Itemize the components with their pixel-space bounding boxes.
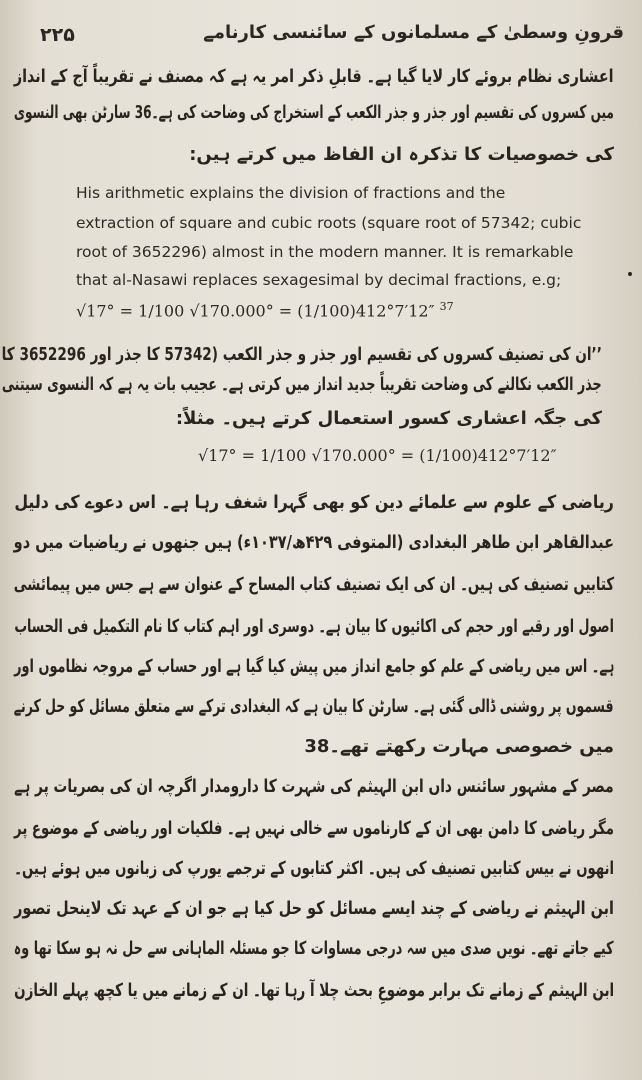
footnote-ref: 37: [439, 300, 454, 313]
running-title: قرونِ وسطیٰ کے مسلمانوں کے سائنسی کارنامے: [203, 22, 624, 43]
quote-line: extraction of square and cubic roots (square root of 57342; cubic: [76, 214, 582, 232]
text-line: مگر ریاضی کا دامن بھی ان کے کارناموں سے خالی نہیں ہے۔ فلکیات اور ریاضی کے موضوع پر: [14, 818, 614, 839]
quote-line: that al-Nasawi replaces sexagesimal by decimal fractions, e.g;: [76, 271, 562, 289]
text-line: کی خصوصیات کا تذکرہ ان الفاظ میں کرتے ہیں:: [189, 144, 614, 165]
formula-1: [76, 300, 454, 320]
text-line: اعشاری نظام بروئے کار لایا گیا ہے۔ قابلِ ذکر امر یہ ہے کہ مصنف نے تقریباً آج کے انداز: [14, 66, 614, 87]
text-line: میں خصوصی مہارت رکھتے تھے۔38: [304, 736, 614, 757]
text-line: کی جگہ اعشاری کسور استعمال کرتے ہیں۔ مثلاً:: [175, 408, 602, 429]
quote-line: root of 3652296) almost in the modern manner. It is remarkable: [76, 243, 574, 261]
formula-2: √17° = 1/100 √170.000° = (1/100)412°7′12″: [198, 446, 557, 465]
text-line: قسموں پر روشنی ڈالی گئی ہے۔ سارٹن کا بیان ہے کہ البغدادی ترکے سے متعلق مسائل کو حل کرنے: [14, 696, 614, 717]
text-line: ہے۔ اس میں ریاضی کے علم کو جامع انداز میں پیش کیا گیا ہے اور حساب کے مروجہ نظاموں اور: [13, 656, 614, 677]
text-line: ریاضی کے علوم سے علمائے دین کو بھی گہرا شغف رہا ہے۔ اس دعوے کی دلیل: [14, 492, 614, 513]
text-line: جذر الکعب نکالنے کی وضاحت تقریباً جدید انداز میں کرتی ہے۔ عجیب بات یہ ہے کہ النسوی سیتنی: [2, 374, 602, 395]
text-line: کتابیں تصنیف کی ہیں۔ ان کی ایک تصنیف کتاب المساح کے عنوان سے ہے جس میں پیمائشی: [13, 574, 614, 595]
page-number: ۲۲۵: [40, 24, 75, 46]
text-line: مصر کے مشہور سائنس داں ابن الہیثم کی شہرت کا دارومدار اگرچہ ان کی بصریات پر ہے: [14, 776, 614, 797]
quote-line: His arithmetic explains the division of fractions and the: [76, 184, 506, 202]
text-line: ابن الہیثم کے زمانے تک برابر موضوعِ بحث چلا آ رہا تھا۔ ان کے زمانے میں یا کچھ پہلے الخازن: [13, 980, 614, 1001]
text-line: ابن الہیثم نے ریاضی کے چند ایسے مسائل کو حل کیا ہے جو ان کے عہد تک لاینحل تصور: [14, 898, 614, 919]
text-line: انھوں نے بیس کتابیں تصنیف کی ہیں۔ اکثر کتابوں کے ترجمے یورپ کی زبانوں میں ہوئے ہیں۔: [14, 858, 614, 879]
page-header: [0, 14, 642, 54]
text-line: کیے جاتے تھے۔ نویں صدی میں سہ درجی مساوات کا جو مسئلہ الماہانی سے حل نہ ہو سکا تھا وہ: [14, 938, 614, 959]
text-line: میں کسروں کی تقسیم اور جذر و جذر الکعب کے استخراج کی وضاحت کی ہے۔36 سارٹن بھی النسوی: [13, 102, 614, 123]
margin-mark: [628, 272, 632, 276]
formula-text: √17° = 1/100 √170.000° = (1/100)412°7′12″: [76, 301, 435, 321]
text-line: عبدالقاهر ابن طاهر البغدادی (المتوفی ۴۲۹ھ/۱۰۳۷ء) ہیں جنھوں نے ریاضیات میں دو: [13, 532, 614, 553]
text-line: اصول اور رقبے اور حجم کی اکائیوں کا بیان ہے۔ دوسری اور اہم کتاب کا نام التکمیل فی الحساب: [14, 616, 614, 637]
text-line: ’’ان کی تصنیف کسروں کی تقسیم اور جذر و جذر الکعب (57342 کا جذر اور 3652296 کا: [1, 344, 602, 365]
